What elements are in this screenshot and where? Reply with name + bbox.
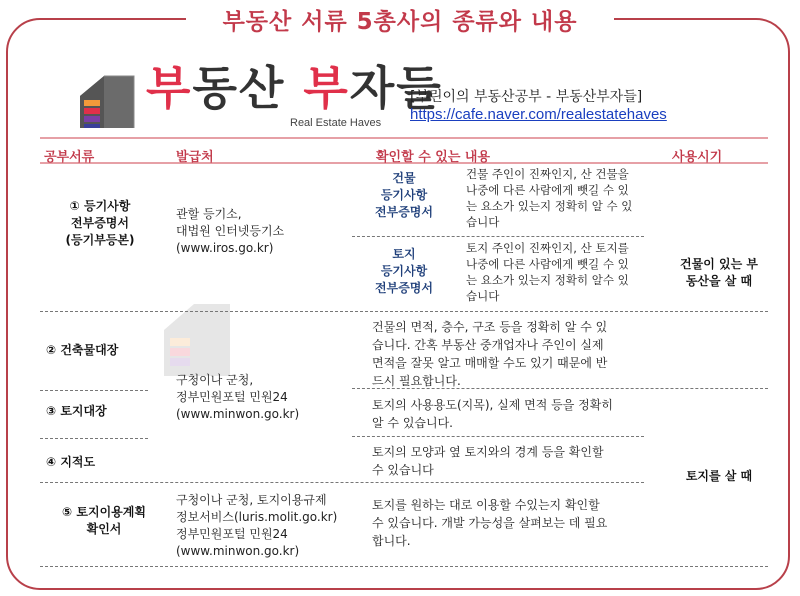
usage-building: 건물이 있는 부 동산을 살 때 [680, 257, 758, 288]
page-title: 부동산 서류 5총사의 종류와 내용 [186, 6, 614, 38]
header-doc: 공부서류 [44, 150, 95, 165]
brand-subtitle: Real Estate Haves [290, 117, 382, 129]
desc-land-use-plan: 토지를 원하는 대로 이용할 수있는지 확인할 수 있습니다. 개발 가능성을 살펴보는 데 필요 합니다. [372, 498, 608, 548]
house-logo-icon [76, 74, 138, 130]
source-title: [부린이의 부동산공부 - 부동산부자들] [410, 89, 643, 105]
desc-land-ledger: 토지의 사용용도(지목), 실제 면적 등을 정확히 알 수 있습니다. [372, 398, 613, 430]
header-content: 확인할 수 있는 내용 [376, 150, 491, 165]
doc-registry: ① 등기사항 전부증명서 (등기부등본) [65, 199, 135, 247]
doc-land-ledger: ③ 토지대장 [46, 404, 107, 418]
label-land-registry: 토지 등기사항 전부증명서 [375, 247, 433, 295]
doc-cadastral: ④ 지적도 [46, 455, 96, 469]
header-usage: 사용시기 [672, 150, 723, 165]
desc-cadastral: 토지의 모양과 옆 토지와의 경계 등을 확인할 수 있습니다 [372, 445, 604, 477]
issuer-shared: 구청이나 군청, 정부민원포털 민원24 (www.minwon.go.kr) [176, 373, 300, 421]
source-link[interactable]: https://cafe.naver.com/realestatehaves [410, 106, 667, 123]
usage-land: 토지를 살 때 [685, 469, 753, 483]
header-issuer: 발급처 [176, 150, 214, 165]
desc-land-registry: 토지 주인이 진짜인지, 산 토지를 나중에 다른 사람에게 뺏길 수 있 는 요소가 있는지 정확히 알수 있 습니다 [466, 241, 629, 303]
desc-building-registry: 건물 주인이 진짜인지, 산 건물을 나중에 다른 사람에게 뺏길 수 있 는 요소가 있는지 정확히 알 수 있 습니다 [466, 167, 633, 229]
desc-building-ledger: 건물의 면적, 층수, 구조 등을 정확히 알 수 있 습니다. 간혹 부동산 중개업자나 주인이 실제 면적을 잘못 알고 매매할 수도 있기 때문에 반 드시 필요합니다. [372, 320, 608, 388]
doc-land-use-plan: ⑤ 토지이용계획 확인서 [62, 505, 146, 536]
label-building-registry: 건물 등기사항 전부증명서 [375, 171, 433, 219]
issuer-land-use-plan: 구청이나 군청, 토지이용규제 정보서비스(luris.molit.go.kr) 정부민원포털 민원24 (www.minwon.go.kr) [176, 493, 338, 558]
brand-logo-text: 부동산 부자들 [146, 61, 443, 115]
doc-building-ledger: ② 건축물대장 [46, 343, 119, 357]
issuer-registry: 관할 등기소, 대법원 인터넷등기소 (www.iros.go.kr) [176, 207, 285, 255]
